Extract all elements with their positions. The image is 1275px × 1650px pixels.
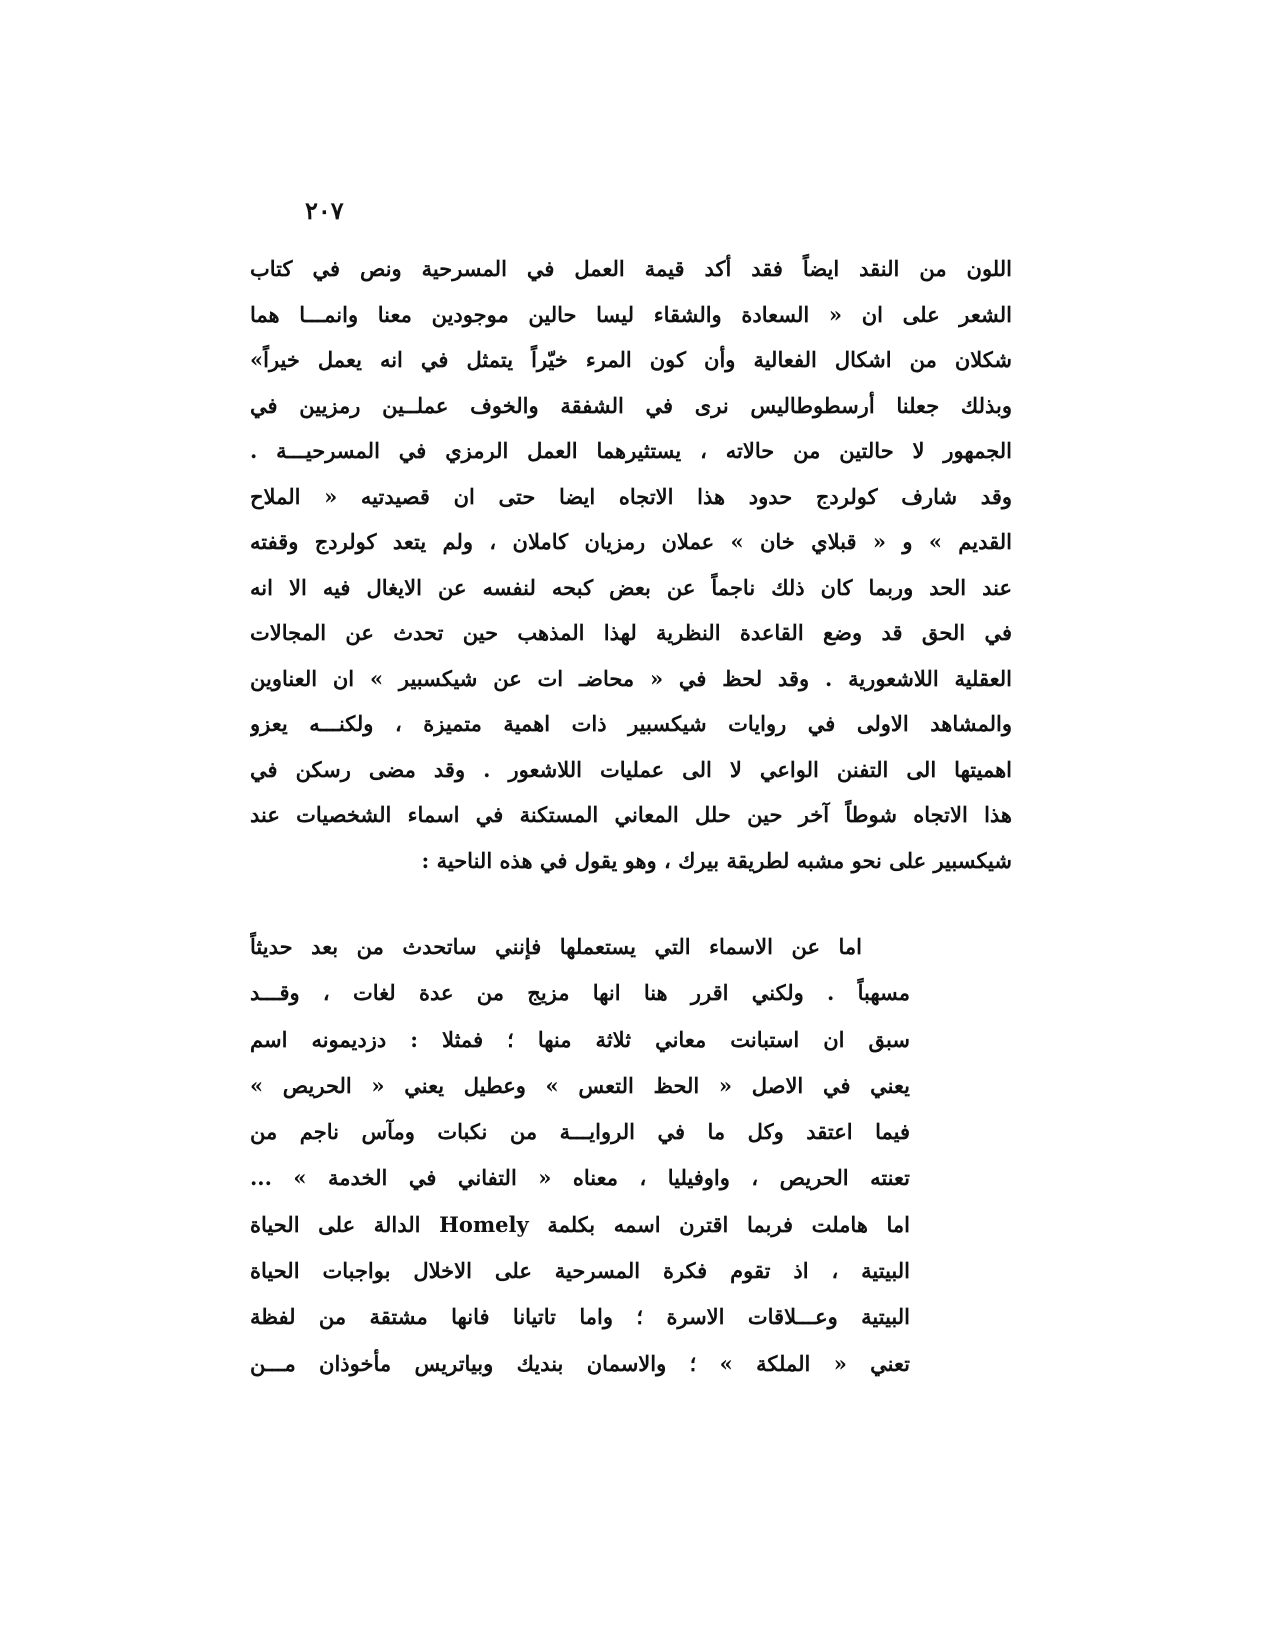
text-line: الجمهور لا حالتين من حالاته ، يستثيرهما العمل الرمزي في المسرحيـــة .: [250, 438, 1012, 463]
text-line: اهميتها الى التفنن الواعي لا الى عمليات اللاشعور . وقد مضى رسكن في: [250, 756, 1012, 782]
text-line: والمشاهد الاولى في روايات شيكسبير ذات اهمية متميزة ، ولكنـــه يعزو: [250, 711, 1012, 736]
quote-line: البيتية ، اذ تقوم فكرة المسرحية على الاخلال بواجبات الحياة: [250, 1258, 910, 1284]
quote-line: سبق ان استبانت معاني ثلاثة منها ؛ فمثلا : دزديمونه اسم: [250, 1026, 910, 1052]
quote-line: اما عن الاسماء التي يستعملها فإنني ساتحدث من بعد حديثاً: [250, 934, 862, 959]
page-number: ٢٠٧: [305, 196, 344, 225]
text-line: شيكسبير على نحو مشبه لطريقة بيرك ، وهو يقول في هذه الناحية :: [421, 847, 1012, 873]
text-line: اللون من النقد ايضاً فقد أكد قيمة العمل في المسرحية ونص في كتاب: [250, 256, 1012, 281]
text-line: القديم » و « قبلاي خان » عملان رمزيان كاملان ، ولم يتعد كولردج وقفته: [250, 529, 1012, 554]
text-line: وبذلك جعلنا أرسطوطاليس نرى في الشفقة والخوف عملــين رمزيين في: [250, 392, 1012, 418]
quote-line: البيتية وعـــلاقات الاسرة ؛ واما تاتيانا فانها مشتقة من لفظة: [250, 1304, 910, 1330]
quote-paragraph: [250, 924, 910, 1387]
quote-line: اما هاملت فربما اقترن اسمه بكلمة Homely الدالة على الحياة: [250, 1211, 910, 1237]
main-paragraph: [250, 246, 1012, 883]
text-line: في الحق قد وضع القاعدة النظرية لهذا المذهب حين تحدث عن المجالات: [250, 620, 1012, 645]
text-line: وقد شارف كولردج حدود هذا الاتجاه ايضا حتى ان قصيدتيه « الملاح: [250, 483, 1012, 509]
text-line: عند الحد وربما كان ذلك ناجماً عن بعض كبحه لنفسه عن الايغال فيه الا انه: [250, 574, 1012, 600]
quote-line: فيما اعتقد وكل ما في الروايـــة من نكبات ومآس ناجم من: [250, 1119, 910, 1145]
quote-line: يعني في الاصل « الحظ التعس » وعطيل يعني « الحريص »: [250, 1072, 910, 1098]
text-line: العقلية اللاشعورية . وقد لحظ في « محاضـ ات عن شيكسبير » ان العناوين: [250, 665, 1012, 691]
quote-line: تعني « الملكة » ؛ والاسمان بنديك وبياتريس مأخوذان مـــن: [250, 1350, 910, 1376]
text-line: شكلان من اشكال الفعالية وأن كون المرء خيّراً يتمثل في انه يعمل خيراً»: [250, 347, 1012, 372]
quote-line: تعنته الحريص ، واوفيليا ، معناه « التفاني في الخدمة » ...: [250, 1165, 910, 1191]
text-line: الشعر على ان « السعادة والشقاء ليسا حالين موجودين معنا وانمـــا هما: [250, 301, 1012, 327]
quote-line: مسهباً . ولكني اقرر هنا انها مزيج من عدة لغات ، وقـــد: [250, 980, 910, 1006]
text-line: هذا الاتجاه شوطاً آخر حين حلل المعاني المستكنة في اسماء الشخصيات عند: [250, 802, 1012, 827]
